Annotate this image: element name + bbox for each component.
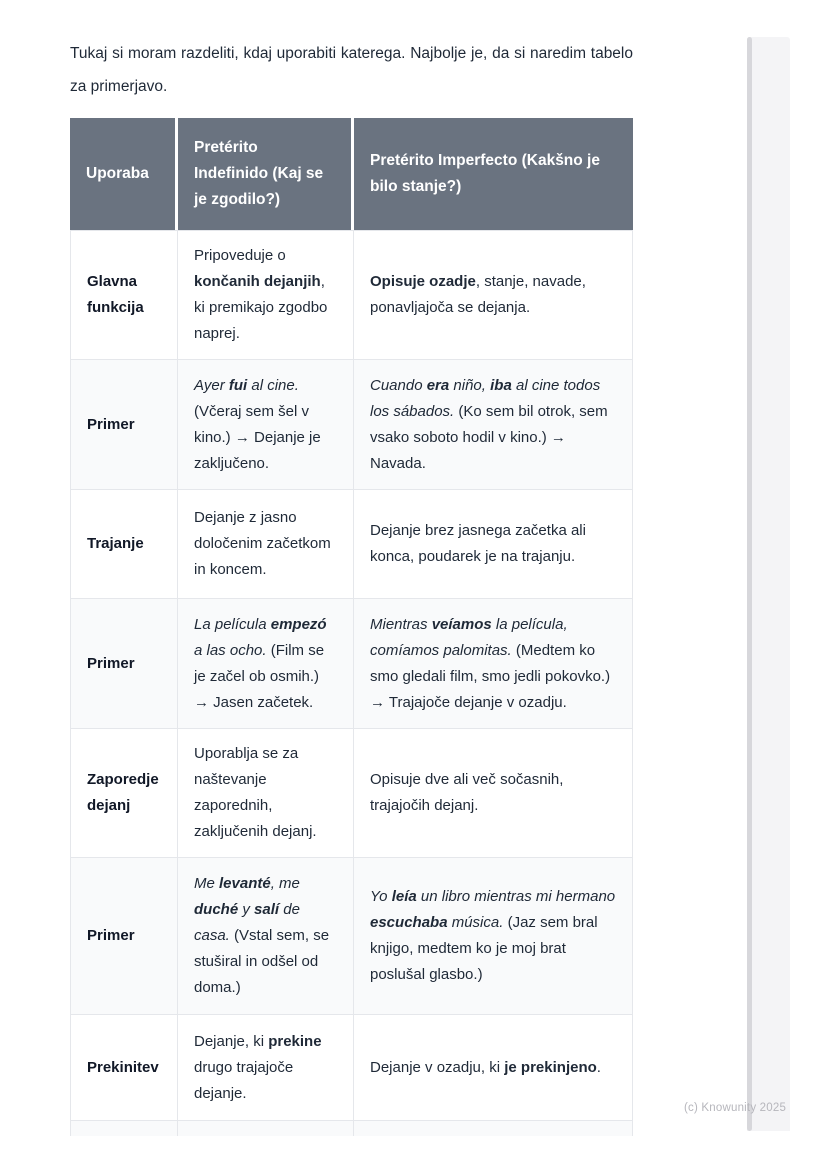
text-segment: escuchaba	[370, 914, 448, 931]
text-segment: končanih dejanjih	[194, 273, 321, 290]
text-segment: veíamos	[431, 615, 492, 633]
text-segment: , ki premikajo zgodbo naprej.	[194, 273, 328, 342]
text-segment: Dejanje brez jasnega začetka ali konca, poudarek je na trajanju.	[370, 522, 586, 565]
cell-imperfecto	[354, 490, 633, 599]
text-segment: un libro mientras mi hermano	[416, 888, 616, 905]
text-segment: iba	[490, 376, 512, 394]
text-segment: je prekinjeno	[504, 1058, 597, 1076]
text-segment: leía	[391, 888, 417, 905]
text-segment: a las ocho.	[194, 641, 267, 659]
text-segment: (Medtem ko smo gledali film, smo jedli pokovko.) → Trajajoče dejanje v ozadju.	[370, 641, 611, 711]
text-segment: Opisuje ozadje	[370, 273, 476, 290]
text-segment: de casa.	[194, 901, 300, 944]
text-segment: Dejanje, ki	[194, 1032, 269, 1050]
scrollbar-track[interactable]	[747, 37, 790, 1131]
text-segment: Ayer	[194, 376, 229, 394]
text-segment: Opisuje dve ali več sočasnih, trajajočih dejanj.	[370, 771, 564, 814]
text-segment: levanté	[219, 875, 271, 892]
text-segment: (Ko sem bil otrok, sem vsako soboto hodil v kino.) → Navada.	[370, 402, 608, 472]
row-label: Primer	[70, 360, 178, 490]
row-label: Zaporedje dejanj	[70, 729, 178, 858]
cell-indefinido	[178, 490, 354, 599]
text-segment: La película	[194, 615, 271, 633]
table-row	[70, 1015, 633, 1121]
cell-imperfecto	[354, 360, 633, 490]
table-row	[70, 729, 633, 858]
comparison-table-container	[70, 118, 633, 1136]
row-label	[70, 1121, 178, 1136]
text-segment: Yo	[370, 888, 392, 905]
cell-imperfecto	[354, 858, 633, 1015]
header-row	[70, 118, 633, 230]
text-segment: al cine.	[247, 376, 299, 394]
table-row	[70, 599, 633, 729]
cell-indefinido	[178, 1015, 354, 1121]
text-segment: al cine todos los sábados.	[370, 376, 601, 420]
text-segment: la película, comíamos palomitas.	[370, 615, 568, 659]
cell-imperfecto	[354, 729, 633, 858]
row-label: Primer	[70, 858, 178, 1015]
text-segment: (Film se je začel ob osmih.) → Jasen začetek.	[194, 641, 325, 711]
scrollbar-thumb[interactable]	[747, 37, 752, 1131]
text-segment: Me	[194, 875, 220, 892]
text-segment: duché	[194, 901, 239, 918]
text-segment: drugo trajajoče dejanje.	[194, 1058, 294, 1102]
text-segment: Uporablja se za naštevanje zaporednih, zaključenih dejanj.	[194, 745, 317, 840]
row-label: Trajanje	[70, 490, 178, 599]
text-segment: (Včeraj sem šel v kino.) → Dejanje je zaključeno.	[194, 402, 321, 472]
text-segment: música.	[447, 914, 504, 931]
text-segment: salí	[254, 901, 280, 918]
text-segment: fui	[228, 376, 248, 394]
cell-indefinido	[178, 729, 354, 858]
table-row	[70, 1121, 633, 1136]
text-segment: Pripoveduje o	[194, 247, 286, 264]
cell-imperfecto	[354, 230, 633, 360]
text-segment: Mientras	[370, 615, 432, 633]
cell-indefinido	[178, 599, 354, 729]
header-preterito-imperfecto: Pretérito Imperfecto (Kakšno je bilo stanje?)	[354, 118, 633, 230]
text-segment: , me	[270, 875, 300, 892]
watermark: (c) Knowunity 2025	[684, 1102, 787, 1114]
cell-indefinido	[178, 858, 354, 1015]
table-row	[70, 858, 633, 1015]
text-segment: (Vstal sem, se stuširal in odšel od doma.)	[194, 927, 330, 996]
row-label: Glavna funkcija	[70, 230, 178, 360]
header-uporaba: Uporaba	[70, 118, 178, 230]
table-row	[70, 360, 633, 490]
text-segment: niño,	[449, 376, 491, 394]
table-row	[70, 230, 633, 360]
cell-indefinido	[178, 360, 354, 490]
text-segment: y	[238, 901, 255, 918]
text-segment: .	[596, 1058, 601, 1076]
row-label: Primer	[70, 599, 178, 729]
text-segment: prekine	[268, 1032, 322, 1050]
cell-imperfecto	[354, 1015, 633, 1121]
text-segment: era	[426, 376, 450, 394]
table-row	[70, 490, 633, 599]
cell-imperfecto	[354, 599, 633, 729]
row-label: Prekinitev	[70, 1015, 178, 1121]
comparison-table	[70, 118, 633, 1136]
text-segment: Dejanje z jasno določenim začetkom in koncem.	[194, 509, 331, 578]
text-segment: Dejanje v ozadju, ki	[370, 1058, 505, 1076]
cell-imperfecto	[354, 1121, 633, 1136]
header-preterito-indefinido: Pretérito Indefinido (Kaj se je zgodilo?)	[178, 118, 354, 230]
cell-indefinido	[178, 1121, 354, 1136]
text-segment: , stanje, navade, ponavljajoča se dejanja.	[370, 273, 586, 316]
table-body	[70, 230, 633, 1136]
intro-paragraph: Tukaj si moram razdeliti, kdaj uporabiti katerega. Najbolje je, da si naredim tabelo za primerjavo.	[70, 45, 633, 95]
text-segment: (Jaz sem bral knjigo, medtem ko je moj brat poslušal glasbo.)	[370, 914, 598, 983]
text-segment: empezó	[270, 615, 327, 633]
text-segment: Cuando	[370, 376, 427, 394]
cell-indefinido	[178, 230, 354, 360]
